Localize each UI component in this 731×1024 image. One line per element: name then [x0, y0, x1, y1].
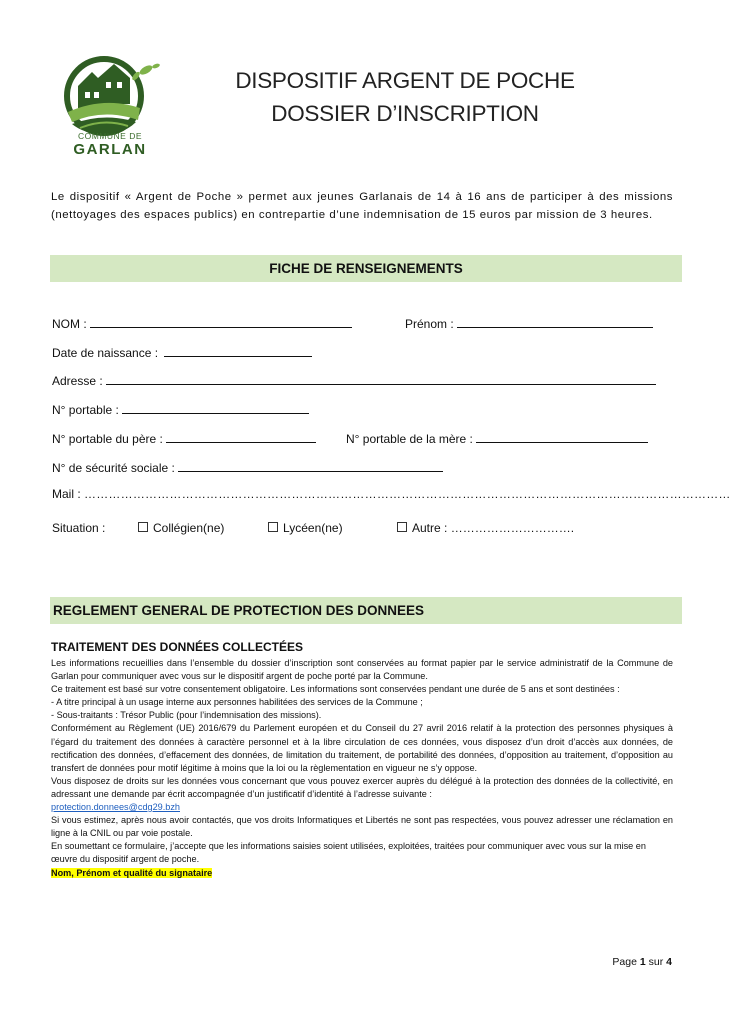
option-autre[interactable]: [397, 521, 574, 535]
portable-mere-line[interactable]: [476, 430, 648, 443]
rgpd-p3: - A titre principal à un usage interne aux personnes habilitées des services de la Commune ;: [51, 697, 423, 708]
page-sep: sur: [648, 956, 664, 968]
mail-dots[interactable]: ……………………………………………………………………………………………………………………………………………: [84, 487, 731, 501]
adresse-field[interactable]: [52, 372, 656, 388]
nom-label: NOM :: [52, 317, 87, 331]
section-fiche-renseignements: FICHE DE RENSEIGNEMENTS: [50, 255, 682, 282]
page-word: Page: [612, 956, 637, 968]
securite-sociale-label: N° de sécurité sociale :: [52, 461, 175, 475]
mail-label: Mail :: [52, 487, 81, 501]
lyceen-checkbox[interactable]: [268, 522, 278, 532]
page-number: [560, 956, 672, 968]
logo-commune-text: COMMUNE DE: [77, 131, 143, 141]
logo-garlan-text: GARLAN: [73, 141, 147, 158]
date-naissance-line[interactable]: [164, 344, 312, 357]
intro-paragraph: Le dispositif « Argent de Poche » permet aux jeunes Garlanais de 14 à 16 ans de participer à des missions (nettoyages des espaces publics) en contrepartie d’une indemnisation de 15 euros par mission de 3 heures.: [51, 191, 673, 221]
autre-label: Autre :: [412, 521, 448, 535]
rgpd-p6: Vous disposez de droits sur les données vous concernant que vous pouvez exercer auprès du délégué à la protection des données de la collectivité, en adressant une demande par écrit accompagnée d’un justificatif d’identité à l’adresse suivante :: [51, 775, 673, 799]
rgpd-p5: Conformément au Règlement (UE) 2016/679 du Parlement européen et du Conseil du 27 avril 2016 relatif à la protection des personnes physiques à l’égard du traitement des données à caractère personnel et à la libre circulation de ces données, vous disposez d’un droit d’accès aux données, de rectification des données, d’effacement des données, de limitation du traitement, de portabilité des données, d’opposition au traitement, d’opposition au transfert de données pour motif légitime à moins que la loi ou la règlementation en vigueur ne s’y oppose.: [51, 723, 673, 773]
dpo-email-link[interactable]: protection.donnees@cdg29.bzh: [51, 802, 180, 813]
prenom-field[interactable]: [405, 315, 653, 331]
date-naissance-field[interactable]: [52, 344, 312, 360]
option-lyceen[interactable]: [268, 521, 343, 535]
portable-pere-line[interactable]: [166, 430, 316, 443]
securite-sociale-line[interactable]: [178, 459, 443, 472]
title-line-2: DOSSIER D’INSCRIPTION: [271, 101, 539, 126]
securite-sociale-field[interactable]: [52, 459, 443, 475]
autre-dots[interactable]: ………………………….: [450, 521, 575, 535]
portable-pere-field[interactable]: [52, 430, 316, 446]
rgpd-p7: Si vous estimez, après nous avoir contactés, que vos droits Informatiques et Libertés ne sont pas respectées, vous pouvez adresser une réclamation en ligne à la CNIL ou par voie postale.: [51, 815, 673, 839]
autre-checkbox[interactable]: [397, 522, 407, 532]
rgpd-p1: Les informations recueillies dans l’ensemble du dossier d’inscription sont conservées au format papier par le service administratif de la Commune de Garlan pour communiquer avec vous sur le dispositif argent de poche porté par la Commune.: [51, 658, 673, 682]
collegien-label: Collégien(ne): [153, 521, 225, 535]
page-current: 1: [639, 956, 646, 968]
signature-label: Nom, Prénom et qualité du signataire: [51, 867, 213, 878]
rgpd-text: [51, 640, 673, 880]
adresse-line[interactable]: [106, 372, 656, 385]
option-collegien[interactable]: [138, 521, 224, 535]
portable-label: N° portable :: [52, 403, 119, 417]
rgpd-p8: En soumettant ce formulaire, j’accepte que les informations saisies soient utilisées, exploitées, traitées pour communiquer avec vous sur la mise en œuvre du dispositif argent de poche.: [51, 841, 646, 865]
rgpd-p4: - Sous-traitants : Trésor Public (pour l’indemnisation des missions).: [51, 710, 322, 721]
page-total: 4: [666, 956, 672, 968]
prenom-line[interactable]: [457, 315, 653, 328]
nom-field[interactable]: [52, 315, 352, 331]
portable-pere-label: N° portable du père :: [52, 432, 163, 446]
section-rgpd: REGLEMENT GENERAL DE PROTECTION DES DONNEES: [50, 597, 682, 624]
portable-line[interactable]: [122, 401, 309, 414]
lyceen-label: Lycéen(ne): [283, 521, 343, 535]
prenom-label: Prénom :: [405, 317, 454, 331]
mail-field[interactable]: [52, 487, 731, 501]
date-naissance-label: Date de naissance :: [52, 346, 159, 360]
situation-label: Situation :: [52, 521, 106, 535]
portable-mere-field[interactable]: [346, 430, 648, 446]
rgpd-p2: Ce traitement est basé sur votre consentement obligatoire. Les informations sont conservées pendant une durée de 5 ans et sont destinées :: [51, 684, 620, 695]
adresse-label: Adresse :: [52, 374, 103, 388]
collegien-checkbox[interactable]: [138, 522, 148, 532]
portable-field[interactable]: [52, 401, 309, 417]
title-line-1: DISPOSITIF ARGENT DE POCHE: [235, 68, 575, 93]
portable-mere-label: N° portable de la mère :: [346, 432, 473, 446]
nom-line[interactable]: [90, 315, 352, 328]
document-title: [190, 64, 620, 130]
rgpd-heading: TRAITEMENT DES DONNÉES COLLECTÉES: [51, 640, 304, 654]
